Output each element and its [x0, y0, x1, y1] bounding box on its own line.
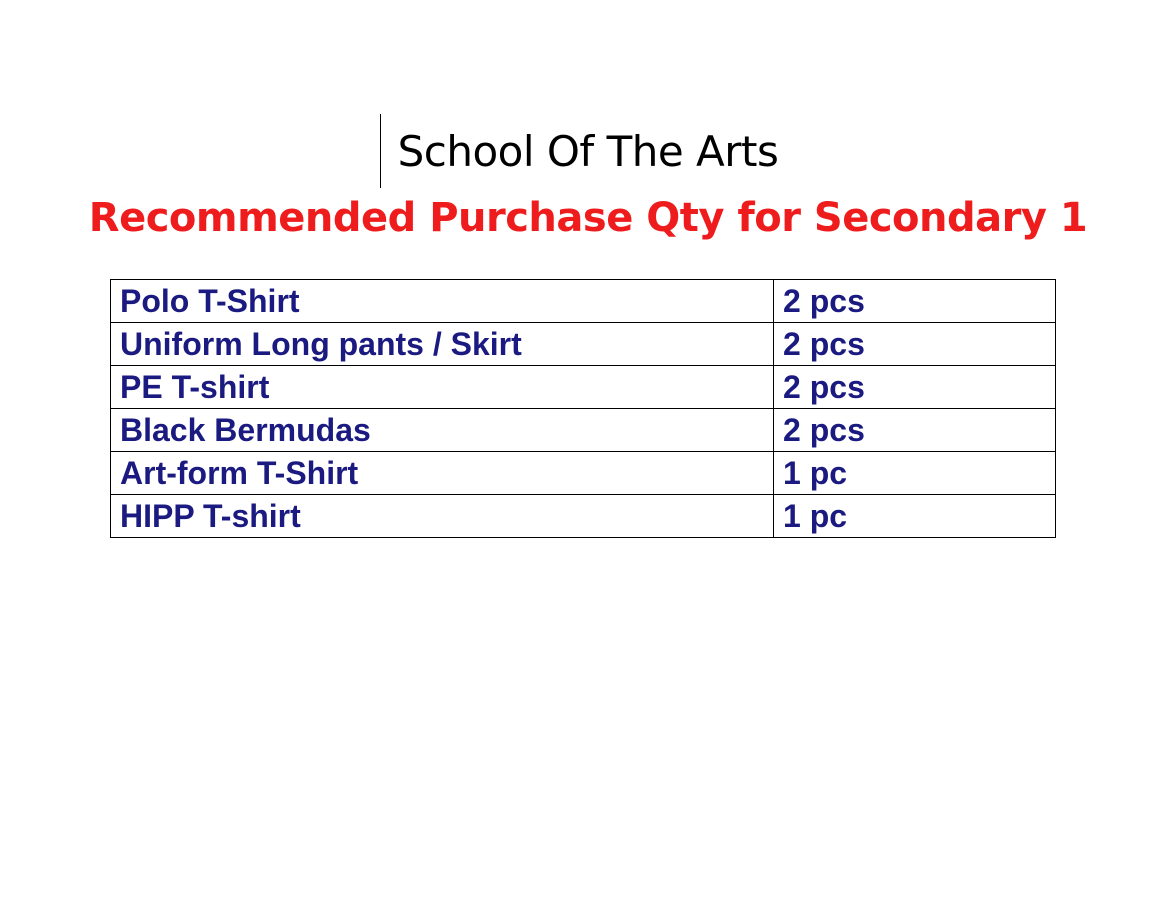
- page-subtitle: Recommended Purchase Qty for Secondary 1: [88, 195, 1088, 241]
- item-name-cell: Art-form T-Shirt: [111, 452, 774, 495]
- table-row: [111, 495, 1056, 538]
- table-row: [111, 366, 1056, 409]
- item-name-cell: Polo T-Shirt: [111, 280, 774, 323]
- table-row: [111, 323, 1056, 366]
- item-name-cell: Uniform Long pants / Skirt: [111, 323, 774, 366]
- purchase-qty-table: [110, 279, 1056, 538]
- table-row: [111, 409, 1056, 452]
- item-qty-cell: 2 pcs: [774, 280, 1056, 323]
- item-qty-cell: 1 pc: [774, 495, 1056, 538]
- item-name-cell: Black Bermudas: [111, 409, 774, 452]
- item-qty-cell: 2 pcs: [774, 366, 1056, 409]
- item-name-cell: HIPP T-shirt: [111, 495, 774, 538]
- item-name-cell: PE T-shirt: [111, 366, 774, 409]
- page-title: School Of The Arts: [397, 127, 779, 176]
- table-row: [111, 452, 1056, 495]
- item-qty-cell: 2 pcs: [774, 323, 1056, 366]
- item-qty-cell: 1 pc: [774, 452, 1056, 495]
- table-row: [111, 280, 1056, 323]
- item-qty-cell: 2 pcs: [774, 409, 1056, 452]
